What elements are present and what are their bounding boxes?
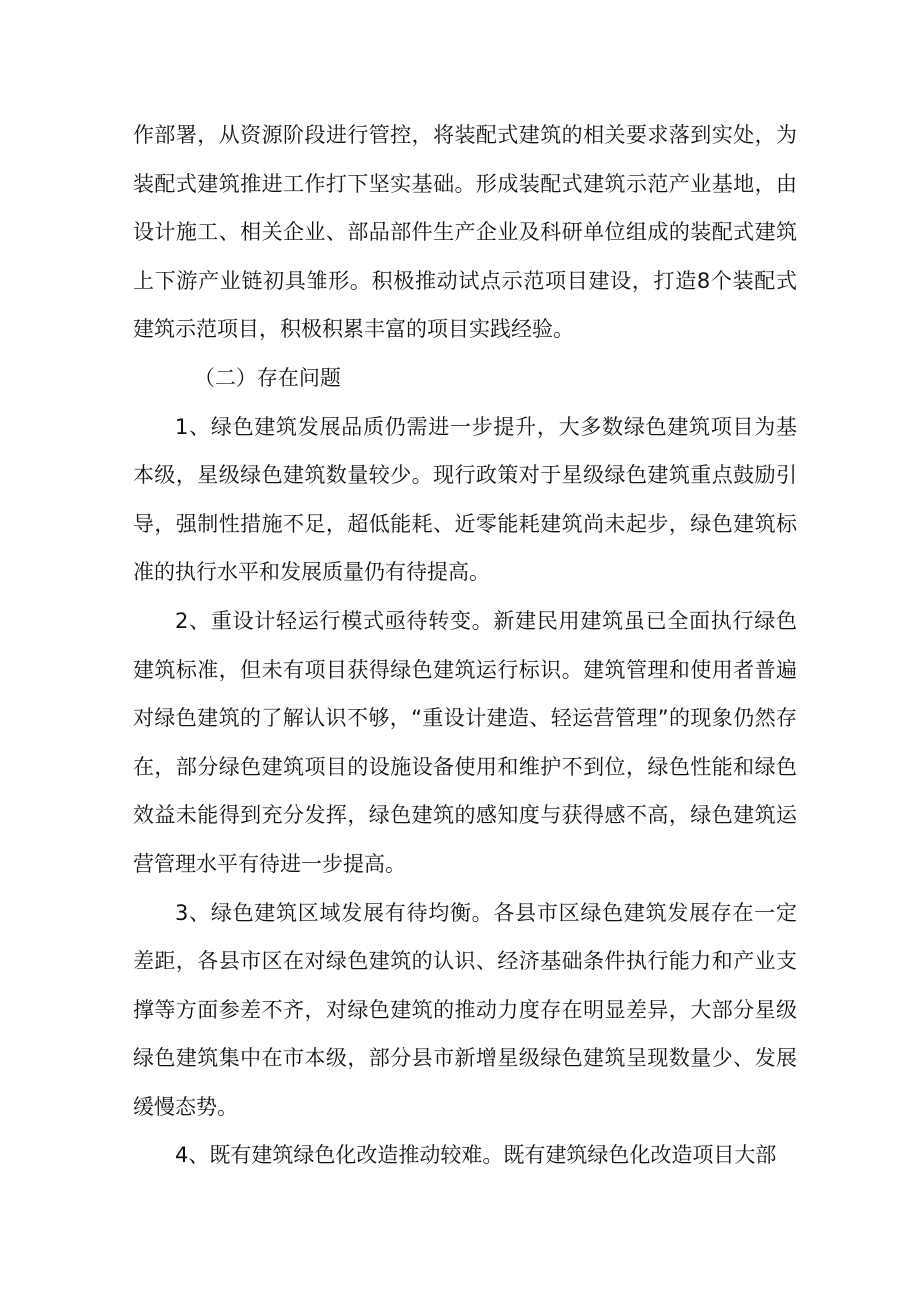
document-body [133, 111, 797, 1180]
section-heading: （二）存在问题 [193, 365, 341, 390]
paragraph-issue-4: 4、既有建筑绿色化改造推动较难。既有建筑绿色化改造项目大部 [175, 1143, 777, 1168]
paragraph-issue-3: 3、绿色建筑区域发展有待均衡。各县市区绿色建筑发展存在一定差距，各县市区在对绿色建筑的认识、经济基础条件执行能力和产业支撑等方面参差不齐，对绿色建筑的推动力度存在明显差异，大部分星级绿色建筑集中在市本级，部分县市新增星级绿色建筑呈现数量少、发展缓慢态势。 [133, 900, 797, 1119]
paragraph-issue-2: 2、重设计轻运行模式亟待转变。新建民用建筑虽已全面执行绿色建筑标准，但未有项目获得绿色建筑运行标识。建筑管理和使用者普遍对绿色建筑的了解认识不够，“重设计建造、轻运营管理”的现象仍然存在，部分绿色建筑项目的设施设备使用和维护不到位，绿色性能和绿色效益未能得到充分发挥，绿色建筑的感知度与获得感不高，绿色建筑运营管理水平有待进一步提高。 [133, 608, 797, 876]
paragraph-continuation: 作部署，从资源阶段进行管控，将装配式建筑的相关要求落到实处，为装配式建筑推进工作打下坚实基础。形成装配式建筑示范产业基地，由设计施工、相关企业、部品部件生产企业及科研单位组成的装配式建筑上下游产业链初具雏形。积极推动试点示范项目建设，打造8个装配式建筑示范项目，积极积累丰富的项目实践经验。 [133, 123, 797, 342]
paragraph-issue-1: 1、绿色建筑发展品质仍需进一步提升，大多数绿色建筑项目为基本级，星级绿色建筑数量较少。现行政策对于星级绿色建筑重点鼓励引导，强制性措施不足，超低能耗、近零能耗建筑尚未起步，绿色建筑标准的执行水平和发展质量仍有待提高。 [133, 414, 797, 585]
